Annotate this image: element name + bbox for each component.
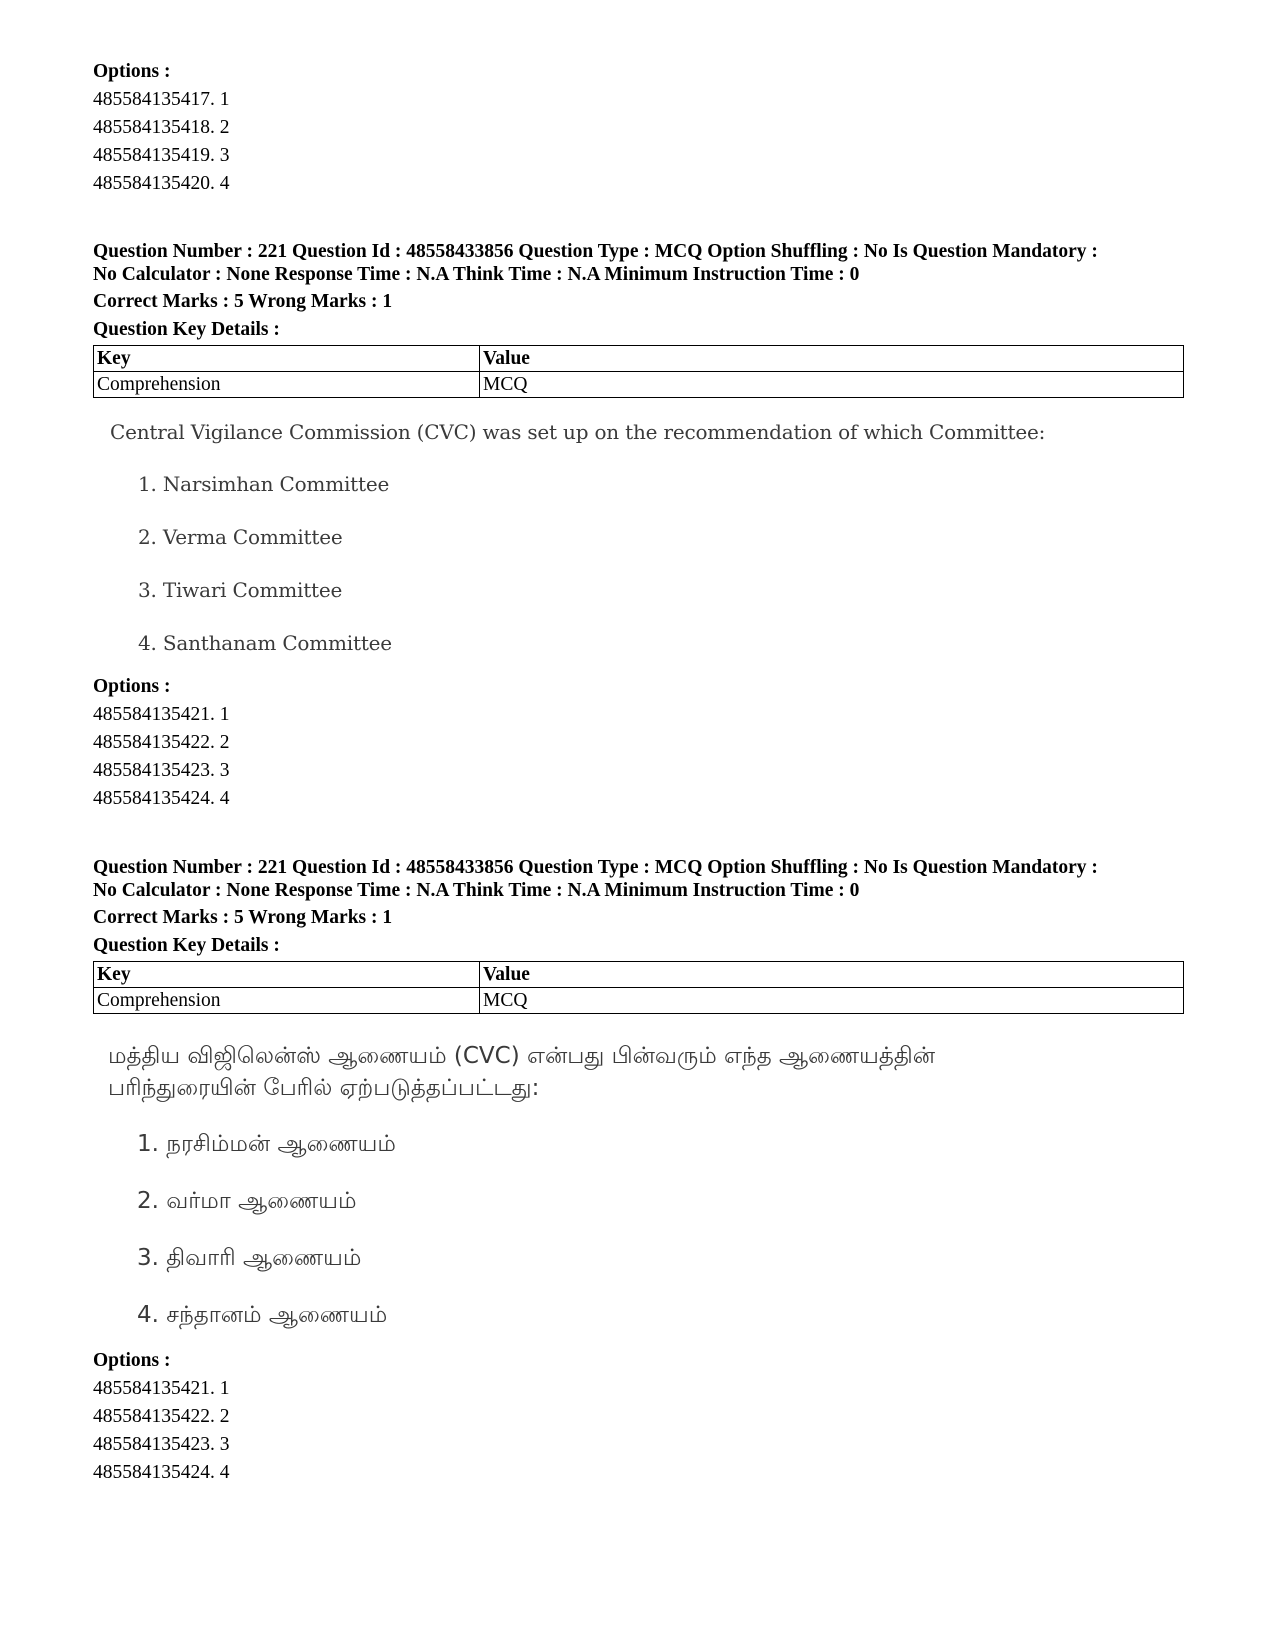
question-meta-line1: Question Number : 221 Question Id : 48558433856 Question Type : MCQ Option Shuffling : No Is Question Mandatory : [93,241,1098,262]
table-row [94,988,1184,1014]
table-header-key: Key [94,962,480,988]
question-choice: 4. சந்தானம் ஆணையம் [137,1302,388,1328]
option-item: 485584135422. 2 [93,732,230,753]
option-item: 485584135424. 4 [93,788,230,809]
option-item: 485584135417. 1 [93,89,230,110]
option-item: 485584135421. 1 [93,1378,230,1399]
key-details-label: Question Key Details : [93,319,280,340]
key-details-table [93,961,1184,1014]
question-choice: 2. வர்மா ஆணையம் [137,1188,357,1214]
option-item: 485584135421. 1 [93,704,230,725]
table-cell-value: MCQ [480,988,1184,1014]
question-choice: 1. நரசிம்மன் ஆணையம் [137,1131,396,1157]
table-cell-key: Comprehension [94,372,480,398]
option-item: 485584135424. 4 [93,1462,230,1483]
question-text-line1: மத்திய விஜிலென்ஸ் ஆணையம் (CVC) என்பது பின்வரும் எந்த ஆணையத்தின் [108,1043,936,1069]
option-item: 485584135422. 2 [93,1406,230,1427]
options-label: Options : [93,676,171,697]
options-label: Options : [93,1350,171,1371]
option-item: 485584135419. 3 [93,145,230,166]
key-details-table [93,345,1184,398]
question-marks: Correct Marks : 5 Wrong Marks : 1 [93,291,393,312]
option-item: 485584135423. 3 [93,760,230,781]
table-header-key: Key [94,346,480,372]
question-marks: Correct Marks : 5 Wrong Marks : 1 [93,907,393,928]
option-item: 485584135420. 4 [93,173,230,194]
question-choice: 2. Verma Committee [138,525,343,549]
table-header-value: Value [480,346,1184,372]
question-meta-line2: No Calculator : None Response Time : N.A Think Time : N.A Minimum Instruction Time : 0 [93,880,860,901]
option-item: 485584135423. 3 [93,1434,230,1455]
table-header-row [94,962,1184,988]
table-header-value: Value [480,962,1184,988]
table-cell-value: MCQ [480,372,1184,398]
key-details-label: Question Key Details : [93,935,280,956]
question-choice: 1. Narsimhan Committee [138,472,390,496]
option-item: 485584135418. 2 [93,117,230,138]
options-label: Options : [93,61,171,82]
question-text-line2: பரிந்துரையின் பேரில் ஏற்படுத்தப்பட்டது: [108,1075,540,1101]
question-choice: 3. Tiwari Committee [138,578,343,602]
table-cell-key: Comprehension [94,988,480,1014]
question-text: Central Vigilance Commission (CVC) was set up on the recommendation of which Committee: [110,420,1046,444]
table-row [94,372,1184,398]
question-choice: 4. Santhanam Committee [138,631,392,655]
question-choice: 3. திவாரி ஆணையம் [137,1245,362,1271]
question-meta-line2: No Calculator : None Response Time : N.A Think Time : N.A Minimum Instruction Time : 0 [93,264,860,285]
question-meta-line1: Question Number : 221 Question Id : 48558433856 Question Type : MCQ Option Shuffling : No Is Question Mandatory : [93,857,1098,878]
table-header-row [94,346,1184,372]
